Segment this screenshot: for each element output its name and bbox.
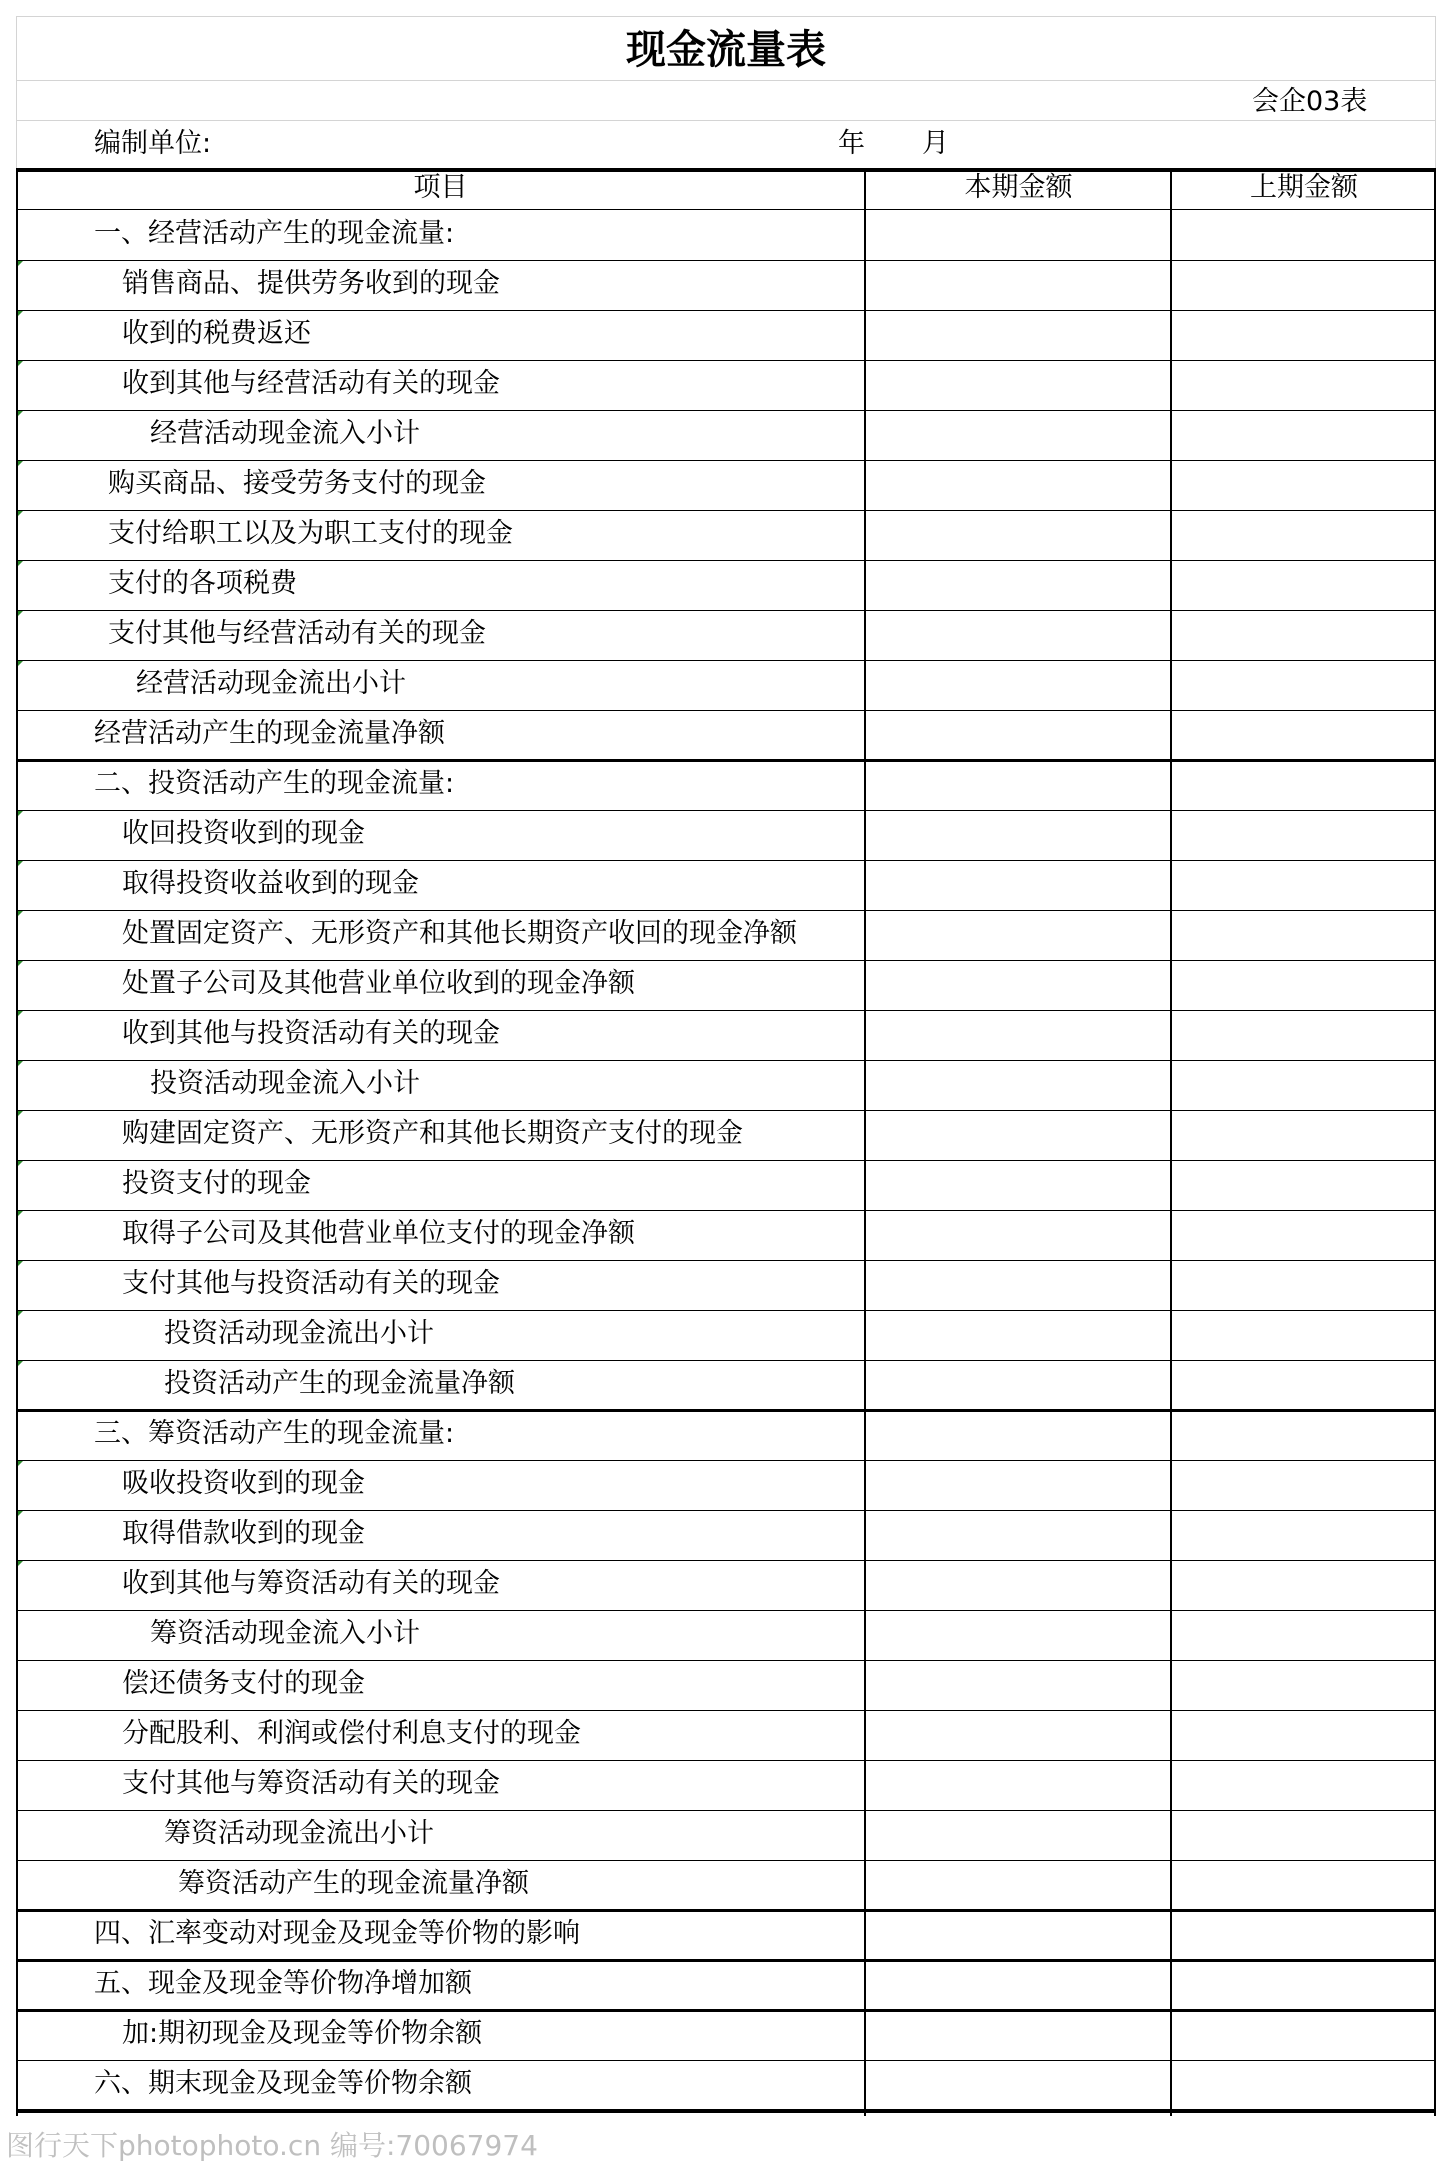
current-amount-cell[interactable] xyxy=(866,610,1170,660)
row-label: 六、期末现金及现金等价物余额 xyxy=(94,2068,472,2099)
table-row xyxy=(16,1960,1436,2010)
previous-amount-cell[interactable] xyxy=(1172,1110,1434,1160)
table-row xyxy=(16,1460,1436,1510)
previous-amount-cell[interactable] xyxy=(1172,210,1434,260)
current-amount-cell[interactable] xyxy=(866,510,1170,560)
row-label: 取得投资收益收到的现金 xyxy=(122,868,419,899)
current-amount-cell[interactable] xyxy=(866,1160,1170,1210)
previous-amount-cell[interactable] xyxy=(1172,810,1434,860)
row-label: 支付其他与经营活动有关的现金 xyxy=(108,618,486,649)
current-amount-cell[interactable] xyxy=(866,910,1170,960)
row-label: 经营活动产生的现金流量净额 xyxy=(94,718,445,749)
header-row-border xyxy=(16,209,1436,210)
table-right-border xyxy=(1434,168,1436,2116)
row-label: 一、经营活动产生的现金流量: xyxy=(94,218,455,249)
current-amount-cell[interactable] xyxy=(866,1560,1170,1610)
current-amount-cell[interactable] xyxy=(866,1660,1170,1710)
row-label: 投资活动现金流入小计 xyxy=(150,1068,420,1099)
row-label: 支付其他与投资活动有关的现金 xyxy=(122,1268,500,1299)
table-row xyxy=(16,860,1436,910)
previous-amount-cell[interactable] xyxy=(1172,460,1434,510)
previous-amount-cell[interactable] xyxy=(1172,510,1434,560)
table-row xyxy=(16,1510,1436,1560)
row-label: 购买商品、接受劳务支付的现金 xyxy=(108,468,486,499)
table-row xyxy=(16,2010,1436,2060)
table-row xyxy=(16,810,1436,860)
current-amount-cell[interactable] xyxy=(866,560,1170,610)
previous-amount-cell[interactable] xyxy=(1172,560,1434,610)
table-left-border xyxy=(16,168,18,2116)
row-label: 筹资活动现金流入小计 xyxy=(150,1618,420,1649)
current-amount-cell[interactable] xyxy=(866,2060,1170,2110)
current-amount-cell[interactable] xyxy=(866,2010,1170,2060)
previous-amount-cell[interactable] xyxy=(1172,860,1434,910)
current-amount-cell[interactable] xyxy=(866,1060,1170,1110)
current-amount-cell[interactable] xyxy=(866,860,1170,910)
row-label: 分配股利、利润或偿付利息支付的现金 xyxy=(122,1718,581,1749)
table-row xyxy=(16,310,1436,360)
previous-amount-cell[interactable] xyxy=(1172,1410,1434,1460)
column-header-current: 本期金额 xyxy=(964,172,1073,203)
row-label: 投资活动产生的现金流量净额 xyxy=(164,1368,515,1399)
previous-amount-cell[interactable] xyxy=(1172,1960,1434,2010)
row-label: 收到其他与经营活动有关的现金 xyxy=(122,368,500,399)
table-row xyxy=(16,610,1436,660)
row-label: 吸收投资收到的现金 xyxy=(122,1468,365,1499)
row-label: 收到的税费返还 xyxy=(122,318,311,349)
row-label: 四、汇率变动对现金及现金等价物的影响 xyxy=(94,1918,580,1949)
table-row xyxy=(16,910,1436,960)
previous-amount-cell[interactable] xyxy=(1172,1510,1434,1560)
table-row xyxy=(16,460,1436,510)
previous-amount-cell[interactable] xyxy=(1172,1710,1434,1760)
row-label: 筹资活动现金流出小计 xyxy=(164,1818,434,1849)
table-row xyxy=(16,1160,1436,1210)
table-row xyxy=(16,1360,1436,1410)
unit-label: 编制单位: xyxy=(94,128,212,159)
row-label: 取得子公司及其他营业单位支付的现金净额 xyxy=(122,1218,635,1249)
current-amount-cell[interactable] xyxy=(866,1510,1170,1560)
current-amount-cell[interactable] xyxy=(866,1310,1170,1360)
previous-amount-cell[interactable] xyxy=(1172,710,1434,760)
current-amount-cell[interactable] xyxy=(866,710,1170,760)
row-label: 收回投资收到的现金 xyxy=(122,818,365,849)
table-row xyxy=(16,1560,1436,1610)
table-row xyxy=(16,1060,1436,1110)
row-label: 支付其他与筹资活动有关的现金 xyxy=(122,1768,500,1799)
current-amount-cell[interactable] xyxy=(866,360,1170,410)
grid-line xyxy=(16,16,1436,17)
table-row xyxy=(16,1910,1436,1960)
row-label: 销售商品、提供劳务收到的现金 xyxy=(122,268,500,299)
row-label: 二、投资活动产生的现金流量: xyxy=(94,768,455,799)
current-amount-cell[interactable] xyxy=(866,1460,1170,1510)
previous-amount-cell[interactable] xyxy=(1172,260,1434,310)
row-label: 支付给职工以及为职工支付的现金 xyxy=(108,518,513,549)
row-label: 五、现金及现金等价物净增加额 xyxy=(94,1968,472,1999)
table-row xyxy=(16,660,1436,710)
table-row xyxy=(16,1810,1436,1860)
previous-amount-cell[interactable] xyxy=(1172,610,1434,660)
watermark-text: 图行天下photophoto.cn 编号:70067974 xyxy=(6,2129,538,2162)
row-label: 筹资活动产生的现金流量净额 xyxy=(178,1868,529,1899)
current-amount-cell[interactable] xyxy=(866,1610,1170,1660)
form-code: 会企03表 xyxy=(1252,86,1368,117)
table-row xyxy=(16,210,1436,260)
table-row xyxy=(16,1610,1436,1660)
row-label: 投资活动现金流出小计 xyxy=(164,1318,434,1349)
row-label: 处置固定资产、无形资产和其他长期资产收回的现金净额 xyxy=(122,918,797,949)
column-header-previous: 上期金额 xyxy=(1250,172,1358,203)
current-amount-cell[interactable] xyxy=(866,1760,1170,1810)
previous-amount-cell[interactable] xyxy=(1172,1810,1434,1860)
current-amount-cell[interactable] xyxy=(866,810,1170,860)
table-row xyxy=(16,1760,1436,1810)
row-label: 经营活动现金流入小计 xyxy=(150,418,420,449)
current-amount-cell[interactable] xyxy=(866,1010,1170,1060)
column-divider xyxy=(864,168,866,2116)
grid-line xyxy=(16,120,1436,121)
table-row xyxy=(16,560,1436,610)
column-header-item: 项目 xyxy=(413,172,468,203)
previous-amount-cell[interactable] xyxy=(1172,1360,1434,1410)
table-row xyxy=(16,1210,1436,1260)
table-row xyxy=(16,1710,1436,1760)
previous-amount-cell[interactable] xyxy=(1172,2010,1434,2060)
previous-amount-cell[interactable] xyxy=(1172,1210,1434,1260)
previous-amount-cell[interactable] xyxy=(1172,1260,1434,1310)
page-title: 现金流量表 xyxy=(626,27,826,73)
table-row xyxy=(16,260,1436,310)
previous-amount-cell[interactable] xyxy=(1172,960,1434,1010)
current-amount-cell[interactable] xyxy=(866,1360,1170,1410)
current-amount-cell[interactable] xyxy=(866,1910,1170,1960)
previous-amount-cell[interactable] xyxy=(1172,1760,1434,1810)
current-amount-cell[interactable] xyxy=(866,460,1170,510)
table-row xyxy=(16,710,1436,760)
table-row xyxy=(16,1310,1436,1360)
month-label: 月 xyxy=(922,128,949,159)
current-amount-cell[interactable] xyxy=(866,210,1170,260)
previous-amount-cell[interactable] xyxy=(1172,1310,1434,1360)
grid-line xyxy=(16,80,1436,81)
previous-amount-cell[interactable] xyxy=(1172,660,1434,710)
table-row xyxy=(16,760,1436,810)
current-amount-cell[interactable] xyxy=(866,1110,1170,1160)
table-row xyxy=(16,1010,1436,1060)
current-amount-cell[interactable] xyxy=(866,1960,1170,2010)
current-amount-cell[interactable] xyxy=(866,960,1170,1010)
current-amount-cell[interactable] xyxy=(866,1710,1170,1760)
row-label: 投资支付的现金 xyxy=(122,1168,311,1199)
previous-amount-cell[interactable] xyxy=(1172,1560,1434,1610)
row-label: 三、筹资活动产生的现金流量: xyxy=(94,1418,455,1449)
previous-amount-cell[interactable] xyxy=(1172,360,1434,410)
previous-amount-cell[interactable] xyxy=(1172,1610,1434,1660)
row-label: 收到其他与筹资活动有关的现金 xyxy=(122,1568,500,1599)
previous-amount-cell[interactable] xyxy=(1172,2060,1434,2110)
row-label: 加:期初现金及现金等价物余额 xyxy=(122,2018,483,2049)
previous-amount-cell[interactable] xyxy=(1172,1010,1434,1060)
previous-amount-cell[interactable] xyxy=(1172,910,1434,960)
table-row xyxy=(16,360,1436,410)
previous-amount-cell[interactable] xyxy=(1172,1060,1434,1110)
row-label: 收到其他与投资活动有关的现金 xyxy=(122,1018,500,1049)
current-amount-cell[interactable] xyxy=(866,1260,1170,1310)
table-row xyxy=(16,510,1436,560)
table-row xyxy=(16,2060,1436,2110)
current-amount-cell[interactable] xyxy=(866,760,1170,810)
previous-amount-cell[interactable] xyxy=(1172,1160,1434,1210)
previous-amount-cell[interactable] xyxy=(1172,1660,1434,1710)
row-label: 支付的各项税费 xyxy=(108,568,297,599)
current-amount-cell[interactable] xyxy=(866,410,1170,460)
previous-amount-cell[interactable] xyxy=(1172,760,1434,810)
table-row xyxy=(16,1660,1436,1710)
current-amount-cell[interactable] xyxy=(866,310,1170,360)
row-border xyxy=(16,2109,1436,2113)
previous-amount-cell[interactable] xyxy=(1172,1910,1434,1960)
current-amount-cell[interactable] xyxy=(866,1860,1170,1910)
current-amount-cell[interactable] xyxy=(866,660,1170,710)
row-label: 处置子公司及其他营业单位收到的现金净额 xyxy=(122,968,635,999)
table-row xyxy=(16,1860,1436,1910)
row-label: 购建固定资产、无形资产和其他长期资产支付的现金 xyxy=(122,1118,743,1149)
previous-amount-cell[interactable] xyxy=(1172,1460,1434,1510)
row-label: 取得借款收到的现金 xyxy=(122,1518,365,1549)
current-amount-cell[interactable] xyxy=(866,1410,1170,1460)
previous-amount-cell[interactable] xyxy=(1172,310,1434,360)
year-label: 年 xyxy=(838,128,865,159)
current-amount-cell[interactable] xyxy=(866,1810,1170,1860)
table-row xyxy=(16,1260,1436,1310)
previous-amount-cell[interactable] xyxy=(1172,1860,1434,1910)
table-row xyxy=(16,1110,1436,1160)
row-label: 偿还债务支付的现金 xyxy=(122,1668,365,1699)
current-amount-cell[interactable] xyxy=(866,1210,1170,1260)
previous-amount-cell[interactable] xyxy=(1172,410,1434,460)
row-label: 经营活动现金流出小计 xyxy=(136,668,406,699)
table-row xyxy=(16,410,1436,460)
table-row xyxy=(16,1410,1436,1460)
current-amount-cell[interactable] xyxy=(866,260,1170,310)
column-divider xyxy=(1170,168,1172,2116)
table-row xyxy=(16,960,1436,1010)
